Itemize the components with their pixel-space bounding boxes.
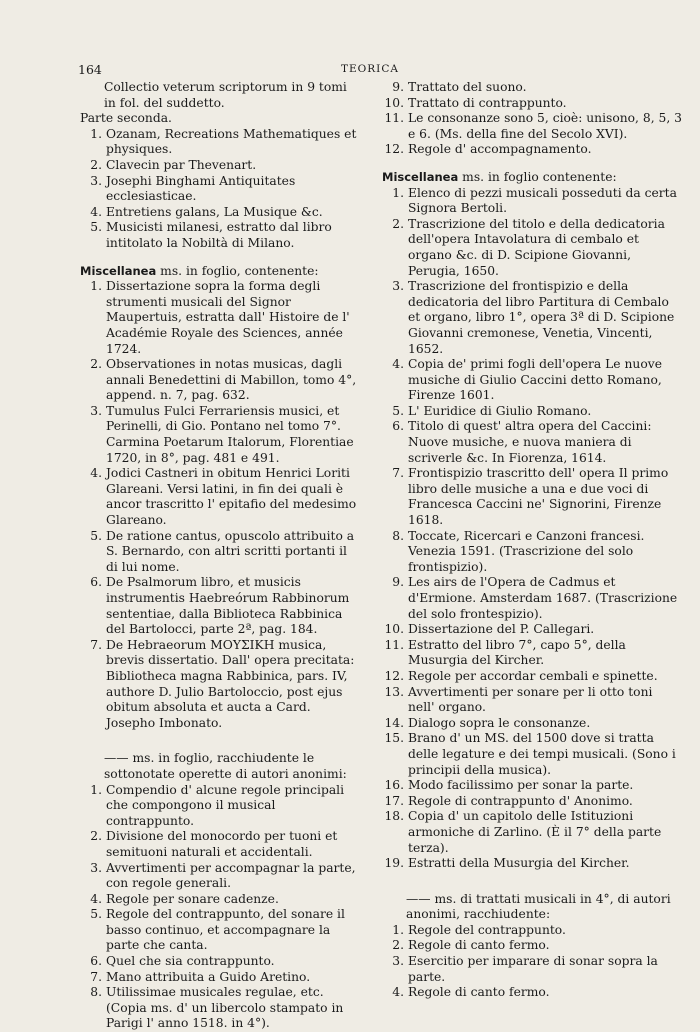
item-text: Regole di canto fermo. [408,938,550,953]
item-text: Le consonanze sono 5, cioè: unisono, 8, 5, 3 e 6. (Ms. della fine del Secolo XVI). [408,111,682,141]
item-number: 4. [392,357,404,372]
continued-entry: Collectio veterum scriptorum in 9 tomi in fol. del suddetto. [104,80,347,110]
item-text: Copia de' primi fogli dell'opera Le nuove musiche di Giulio Caccini detto Romano, Firenze 1601. [408,357,662,403]
list-item [382,954,682,985]
item-text: Compendio d' alcune regole principali che compongono il musical contrappunto. [106,782,345,828]
miscellanea-heading [80,264,357,280]
item-number: 10. [384,622,404,637]
item-text: De Hebraeorum ΜΟΥΣΙΚΗ musica, brevis dissertatio. Dall' opera precitata: Bibliotheca magna Rabbinica, pars. IV, authore D. Julio Bartoloccio, post ejus obitum absoluta et aucta a Card. Josepho Imbonato. [106,637,355,730]
item-text: Regole del contrappunto. [408,922,566,937]
list-item [80,954,357,970]
item-text: Tumulus Fulci Ferrariensis musici, et Perinelli, di Gio. Pontano nel tomo 7°. Carmina Poetarum Italorum, Florentiae 1720, in 8°, pag. 481 e 491. [106,403,354,465]
item-text: L' Euridice di Giulio Romano. [408,403,592,418]
item-text: Estratto del libro 7°, capo 5°, della Musurgia del Kircher. [408,637,626,668]
list-item [382,622,682,638]
continued-list [382,80,682,158]
item-number: 1. [392,922,404,937]
list-item [382,279,682,357]
list-item [382,575,682,622]
item-number: 3. [90,860,102,875]
list-item [382,529,682,576]
item-text: Modo facilissimo per sonar la parte. [408,778,634,793]
list-item [382,142,682,158]
item-number: 1. [90,782,102,797]
item-text: Trascrizione del frontispizio e della dedicatoria del libro Partitura di Cembalo et organo, libro 1°, opera 3ª di D. Scipione Giovanni cremonese, Venetia, Vincenti, 1652. [408,279,675,356]
miscellanea-list [80,279,357,731]
item-text: Titolo di quest' altra opera del Caccini: Nuove musiche, e nuova maniera di scriverle &c. In Fiorenza, 1614. [408,419,652,465]
item-text: Copia d' un capitolo delle Istituzioni armoniche di Zarlino. (È il 7° della parte terza). [408,809,662,855]
miscellanea-list [382,186,682,872]
miscellanea-description: ms. in foglio, contenente: [156,263,319,278]
list-item [80,861,357,892]
list-item [382,404,682,420]
item-text: Musicisti milanesi, estratto dal libro intitolato la Nobiltà di Milano. [106,220,332,250]
item-number: 3. [90,403,102,418]
item-text: Divisione del monocordo per tuoni et semituoni naturali et accidentali. [106,829,338,859]
parte-seconda-list [80,127,357,252]
item-number: 13. [384,684,404,699]
item-number: 6. [90,575,102,590]
list-item [382,466,682,528]
item-number: 9. [392,575,404,590]
item-number: 4. [90,466,102,481]
list-item [382,985,682,1001]
item-number: 19. [384,856,404,871]
item-text: Trascrizione del titolo e della dedicatoria dell'opera Intavolatura di cembalo et organo &c. di D. Scipione Giovanni, Perugia, 1650. [408,216,665,278]
item-number: 15. [384,731,404,746]
item-text: Mano attribuita a Guido Aretino. [106,969,311,984]
item-number: 8. [90,985,102,1000]
item-number: 3. [392,279,404,294]
item-text: Elenco di pezzi musicali posseduti da certa Signora Bertoli. [408,185,677,216]
item-number: 11. [384,111,404,126]
item-text: Trattato del suono. [408,80,527,94]
item-text: Trattato di contrappunto. [408,95,567,110]
list-item [382,111,682,142]
item-text: Dialogo sopra le consonanze. [408,715,591,730]
item-text: Estratti della Musurgia del Kircher. [408,856,630,871]
miscellanea-description: ms. in foglio contenente: [458,169,617,184]
item-number: 7. [90,969,102,984]
list-item [382,217,682,279]
item-text: Utilissimae musicales regulae, etc. (Copia ms. d' un libercolo stampato in Parigi l' anno 1518. in 4°). [106,985,344,1031]
item-number: 10. [384,95,404,110]
item-text: Josephi Binghami Antiquitates ecclesiasticae. [106,173,296,204]
list-item [80,279,357,357]
item-text: Regole di contrappunto d' Anonimo. [408,793,633,808]
item-text: Quel che sia contrappunto. [106,954,275,969]
list-item [382,716,682,732]
item-number: 2. [90,829,102,844]
item-text: Brano d' un MS. del 1500 dove si tratta delle legature e dei tempi musicali. (Sono i principii della musica). [408,731,676,777]
item-text: Clavecin par Thevenart. [106,157,257,172]
list-item [382,731,682,778]
list-item [382,80,682,96]
list-item [80,220,357,251]
item-number: 18. [384,809,404,824]
item-number: 7. [90,637,102,652]
list-item [80,907,357,954]
list-item [382,638,682,669]
list-item [80,127,357,158]
list-item [80,205,357,221]
item-number: 2. [392,938,404,953]
list-item [382,794,682,810]
list-item [80,575,357,637]
item-text: De Psalmorum libro, et musicis instrumentis Haebreórum Rabbinorum sententiae, dalla Biblioteca Rabbinica del Bartolocci, parte 2ª, pag. 184. [106,575,350,637]
item-text: Dissertazione sopra la forma degli strumenti musicali del Signor Maupertuis, estratta dall' Histoire de l' Académie Royale des Sciences, année 1724. [106,279,350,356]
anonymous-list [80,783,357,1032]
list-item [382,778,682,794]
item-number: 11. [384,637,404,652]
item-number: 17. [384,793,404,808]
item-number: 7. [392,466,404,481]
item-text: Regole per sonare cadenze. [106,891,279,906]
anonymous-list [382,923,682,1001]
item-text: Esercitio per imparare di sonar sopra la parte. [408,954,658,984]
list-item [80,404,357,466]
item-number: 5. [392,403,404,418]
list-item [382,685,682,716]
item-text: Regole del contrappunto, del sonare il basso continuo, et accompagnare la parte che canta. [106,907,345,953]
item-number: 4. [392,985,404,1000]
list-item [382,809,682,856]
list-item [382,186,682,217]
running-title: TEORICA [341,63,399,75]
item-number: 16. [384,778,404,793]
list-item [382,669,682,685]
page-header [78,62,678,78]
item-text: Entretiens galans, La Musique &c. [106,204,323,219]
item-text: Regole d' accompagnamento. [408,142,592,157]
list-item [80,783,357,830]
item-number: 1. [392,185,404,200]
item-text: Frontispizio trascritto dell' opera Il primo libro delle musiche a una e due voci di Francesca Caccini ne' Signorini, Firenze 1618. [408,466,669,528]
item-number: 12. [384,142,404,157]
item-text: Dissertazione del P. Callegari. [408,622,595,637]
item-number: 6. [392,419,404,434]
item-number: 3. [90,173,102,188]
miscellanea-label: Miscellanea [382,169,459,184]
section-heading: Parte seconda. [80,111,172,126]
list-item [80,174,357,205]
list-item [382,419,682,466]
item-text: Avvertimenti per sonare per li otto toni nell' organo. [408,684,653,715]
item-number: 2. [90,357,102,372]
list-item [80,638,357,732]
list-item [382,96,682,112]
list-item [80,466,357,528]
anonymous-heading: —— ms. in foglio, racchiudente le sottonotate operette di autori anonimi: [104,751,347,781]
item-text: Regole di canto fermo. [408,985,550,1000]
list-item [382,357,682,404]
item-text: Jodici Castneri in obitum Henrici Loriti Glareani. Versi latini, in fin dei quali è ancor trascritto l' epitafio del medesimo Glareano. [106,466,357,528]
item-number: 5. [90,528,102,543]
item-number: 1. [90,126,102,141]
item-text: Regole per accordar cembali e spinette. [408,668,658,683]
list-item [80,357,357,404]
item-text: Avvertimenti per accompagnar la parte, con regole generali. [106,860,356,891]
item-number: 4. [90,891,102,906]
item-number: 14. [384,715,404,730]
item-number: 9. [392,80,404,94]
list-item [80,158,357,174]
item-text: Ozanam, Recreations Mathematiques et physiques. [106,126,357,157]
item-number: 12. [384,668,404,683]
item-number: 2. [90,157,102,172]
list-item [382,938,682,954]
item-number: 4. [90,204,102,219]
anonymous-heading: —— ms. di trattati musicali in 4°, di autori anonimi, racchiudente: [406,891,671,922]
list-item [80,829,357,860]
right-column [382,80,682,1001]
miscellanea-heading [382,170,682,186]
item-number: 2. [392,216,404,231]
list-item [80,970,357,986]
list-item [382,856,682,872]
miscellanea-label: Miscellanea [80,263,157,278]
item-text: Les airs de l'Opera de Cadmus et d'Ermione. Amsterdam 1687. (Trascrizione del solo frontespizio). [408,575,678,621]
list-item [80,985,357,1032]
item-number: 6. [90,954,102,969]
item-number: 5. [90,220,102,235]
item-number: 1. [90,279,102,294]
left-column [80,80,357,1032]
page-number: 164 [78,62,102,77]
item-number: 5. [90,907,102,922]
item-text: Observationes in notas musicas, dagli annali Benedettini di Mabillon, tomo 4°, append. n. 7, pag. 632. [106,357,357,403]
list-item [382,923,682,939]
list-item [80,892,357,908]
item-text: De ratione cantus, opuscolo attribuito a S. Bernardo, con altri scritti portanti il di lui nome. [106,528,355,574]
list-item [80,529,357,576]
item-text: Toccate, Ricercari e Canzoni francesi. Venezia 1591. (Trascrizione del solo frontispizio). [408,528,645,574]
item-number: 3. [392,954,404,969]
item-number: 8. [392,528,404,543]
